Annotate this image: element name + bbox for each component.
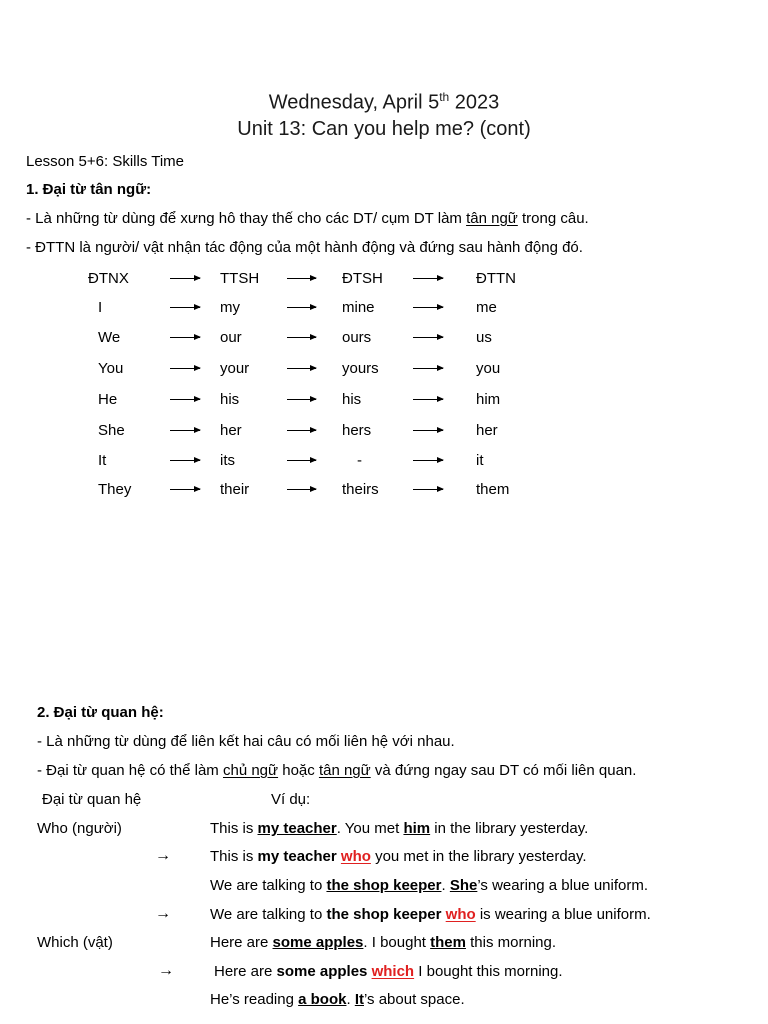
right-arrow-icon: → — [155, 847, 171, 864]
table-cell: its — [220, 452, 235, 469]
table-cell: you — [476, 360, 501, 377]
example-6: Here are some apples which I bought this morning. — [214, 963, 563, 980]
table-cell: I — [98, 299, 103, 316]
arrow-icon — [287, 278, 316, 279]
table-cell: it — [476, 452, 484, 469]
example-4: We are talking to the shop keeper who is wearing a blue uniform. — [210, 906, 651, 923]
arrow-icon — [413, 489, 443, 490]
who-label: Who (người) — [37, 820, 122, 837]
arrow-icon — [170, 278, 200, 279]
section1-heading: 1. Đại từ tân ngữ: — [26, 181, 152, 198]
table-header-cell: ĐTTN — [476, 270, 516, 287]
table-cell: You — [98, 360, 124, 377]
section2-bullet1: - Là những từ dùng để liên kết hai câu có mối liên hệ với nhau. — [37, 733, 455, 750]
table-cell: They — [98, 481, 132, 498]
example-7: He’s reading a book. It’s about space. — [210, 991, 465, 1008]
table-header-cell: ĐTSH — [342, 270, 383, 287]
table-cell: He — [98, 391, 118, 408]
table-cell: their — [220, 481, 250, 498]
arrow-icon — [287, 368, 316, 369]
table-cell: her — [476, 422, 498, 439]
table-header-cell: TTSH — [220, 270, 260, 287]
arrow-icon — [287, 399, 316, 400]
arrow-icon — [170, 368, 200, 369]
arrow-icon — [413, 430, 443, 431]
table-header-cell: ĐTNX — [88, 270, 129, 287]
table-cell: them — [476, 481, 510, 498]
arrow-icon — [170, 430, 200, 431]
table-cell: ours — [342, 329, 372, 346]
table-cell: your — [220, 360, 250, 377]
arrow-icon — [287, 307, 316, 308]
table-cell: hers — [342, 422, 372, 439]
table-cell: me — [476, 299, 497, 316]
arrow-icon — [170, 399, 200, 400]
example-2: This is my teacher who you met in the library yesterday. — [210, 848, 587, 865]
table-cell: theirs — [342, 481, 379, 498]
table-cell: him — [476, 391, 501, 408]
table-cell: his — [220, 391, 240, 408]
arrow-icon — [287, 460, 316, 461]
table-cell: It — [98, 452, 107, 469]
arrow-icon — [413, 307, 443, 308]
unit-title: Unit 13: Can you help me? (cont) — [237, 118, 531, 140]
section2-bullet2: - Đại từ quan hệ có thể làm chủ ngữ hoặc tân ngữ và đứng ngay sau DT có mối liên quan. — [37, 762, 637, 779]
arrow-icon — [413, 399, 443, 400]
column-label-pronoun: Đại từ quan hệ — [42, 791, 142, 808]
arrow-icon — [287, 430, 316, 431]
arrow-icon — [170, 460, 200, 461]
arrow-icon — [413, 368, 443, 369]
table-cell: yours — [342, 360, 379, 377]
arrow-icon — [287, 337, 316, 338]
column-label-example: Ví dụ: — [271, 791, 311, 808]
table-cell: - — [357, 452, 362, 469]
arrow-icon — [170, 489, 200, 490]
arrow-icon — [413, 337, 443, 338]
table-cell: mine — [342, 299, 375, 316]
which-label: Which (vật) — [37, 934, 113, 951]
arrow-icon — [170, 307, 200, 308]
arrow-icon — [413, 460, 443, 461]
example-3: We are talking to the shop keeper. She’s wearing a blue uniform. — [210, 877, 649, 894]
table-cell: We — [98, 329, 121, 346]
arrow-icon — [170, 337, 200, 338]
right-arrow-icon: → — [158, 962, 174, 979]
table-cell: our — [220, 329, 242, 346]
date-title: Wednesday, April 5th 2023 — [268, 90, 500, 114]
table-cell: her — [220, 422, 242, 439]
right-arrow-icon: → — [155, 905, 171, 922]
section1-bullet2: - ĐTTN là người/ vật nhận tác động của một hành động và đứng sau hành động đó. — [26, 239, 583, 256]
table-cell: his — [342, 391, 362, 408]
section1-bullet1: - Là những từ dùng để xưng hô thay thế cho các DT/ cụm DT làm tân ngữ trong câu. — [26, 210, 589, 227]
arrow-icon — [413, 278, 443, 279]
arrow-icon — [287, 489, 316, 490]
example-1: This is my teacher. You met him in the library yesterday. — [210, 820, 589, 837]
table-cell: She — [98, 422, 125, 439]
example-5: Here are some apples. I bought them this morning. — [210, 934, 557, 951]
table-cell: my — [220, 299, 240, 316]
section2-heading: 2. Đại từ quan hệ: — [37, 704, 164, 721]
table-cell: us — [476, 329, 492, 346]
lesson-label: Lesson 5+6: Skills Time — [26, 153, 184, 170]
